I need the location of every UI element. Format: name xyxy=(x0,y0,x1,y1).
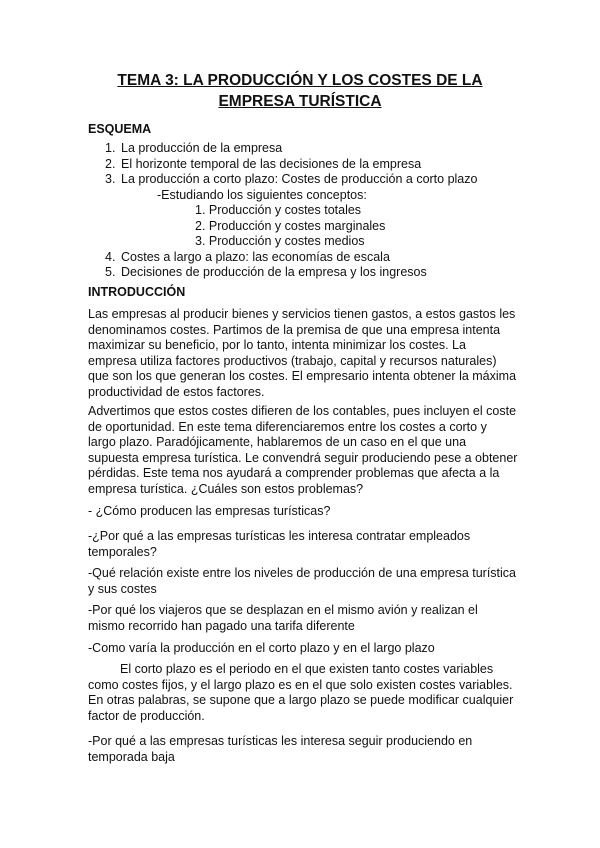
outline-item: 3. La producción a corto plazo: Costes de producción a corto plazo xyxy=(105,172,478,186)
question-item: -¿Por qué a las empresas turísticas les interesa contratar empleados temporales? xyxy=(88,529,471,559)
paragraph: El corto plazo es el periodo en el que existen tanto costes variables como costes fijos, y el largo plazo es en el que solo existen costes variables. En otras palabras, se supone que a largo plazo se puede modificar cualquier factor de producción. xyxy=(88,662,514,723)
outline-subitem: 1. Producción y costes totales xyxy=(195,203,362,217)
paragraph: Las empresas al producir bienes y servicios tienen gastos, a estos gastos les denominamos costes. Partimos de la premisa de que una empresa intenta maximizar su beneficio, por lo tanto, intenta minimizar los costes. La empresa utiliza factores productivos (trabajo, capital y recursos naturales) que son los que generan los costes. El empresario intenta obtener la máxima productividad de estos factores. xyxy=(88,307,517,399)
question-item: -Como varía la producción en el corto plazo y en el largo plazo xyxy=(88,641,435,655)
question-item: -Qué relación existe entre los niveles de producción de una empresa turística y sus costes xyxy=(88,566,517,596)
outline-subitem: 2. Producción y costes marginales xyxy=(195,218,386,233)
outline-subitem: 3. Producción y costes medios xyxy=(195,234,365,248)
outline-item: 5. Decisiones de producción de la empresa y los ingresos xyxy=(105,265,427,279)
paragraph: Advertimos que estos costes difieren de los contables, pues incluyen el coste de oportunidad. En este tema diferenciaremos entre los costes a corto y largo plazo. Paradójicamente, hablaremos de un caso en el que una supuesta empresa turística. Le convendrá seguir produciendo pese a obtener pérdidas. Este tema nos ayudará a comprender problemas que afecta a la empresa turística. ¿Cuáles son estos problemas? xyxy=(88,404,518,496)
question-item: -Por qué los viajeros que se desplazan en el mismo avión y realizan el mismo recorrido han pagado una tarifa diferente xyxy=(88,603,478,633)
title-line-1: TEMA 3: LA PRODUCCIÓN Y LOS COSTES DE LA xyxy=(117,72,483,89)
question-item: -Por qué a las empresas turísticas les interesa seguir produciendo en temporada baja xyxy=(88,734,473,764)
document-title xyxy=(88,70,512,112)
esquema-heading: ESQUEMA xyxy=(88,122,152,136)
introduccion-heading: INTRODUCCIÓN xyxy=(88,285,186,299)
outline-subitem: -Estudiando los siguientes conceptos: xyxy=(157,187,367,202)
outline-list xyxy=(105,141,477,281)
title-line-2: EMPRESA TURÍSTICA xyxy=(218,93,382,110)
outline-item: 2. El horizonte temporal de las decisiones de la empresa xyxy=(105,156,422,171)
outline-item: 1. La producción de la empresa xyxy=(105,141,283,155)
outline-item: 4. Costes a largo a plazo: las economías de escala xyxy=(105,249,390,264)
question-item: - ¿Cómo producen las empresas turísticas? xyxy=(88,504,331,518)
